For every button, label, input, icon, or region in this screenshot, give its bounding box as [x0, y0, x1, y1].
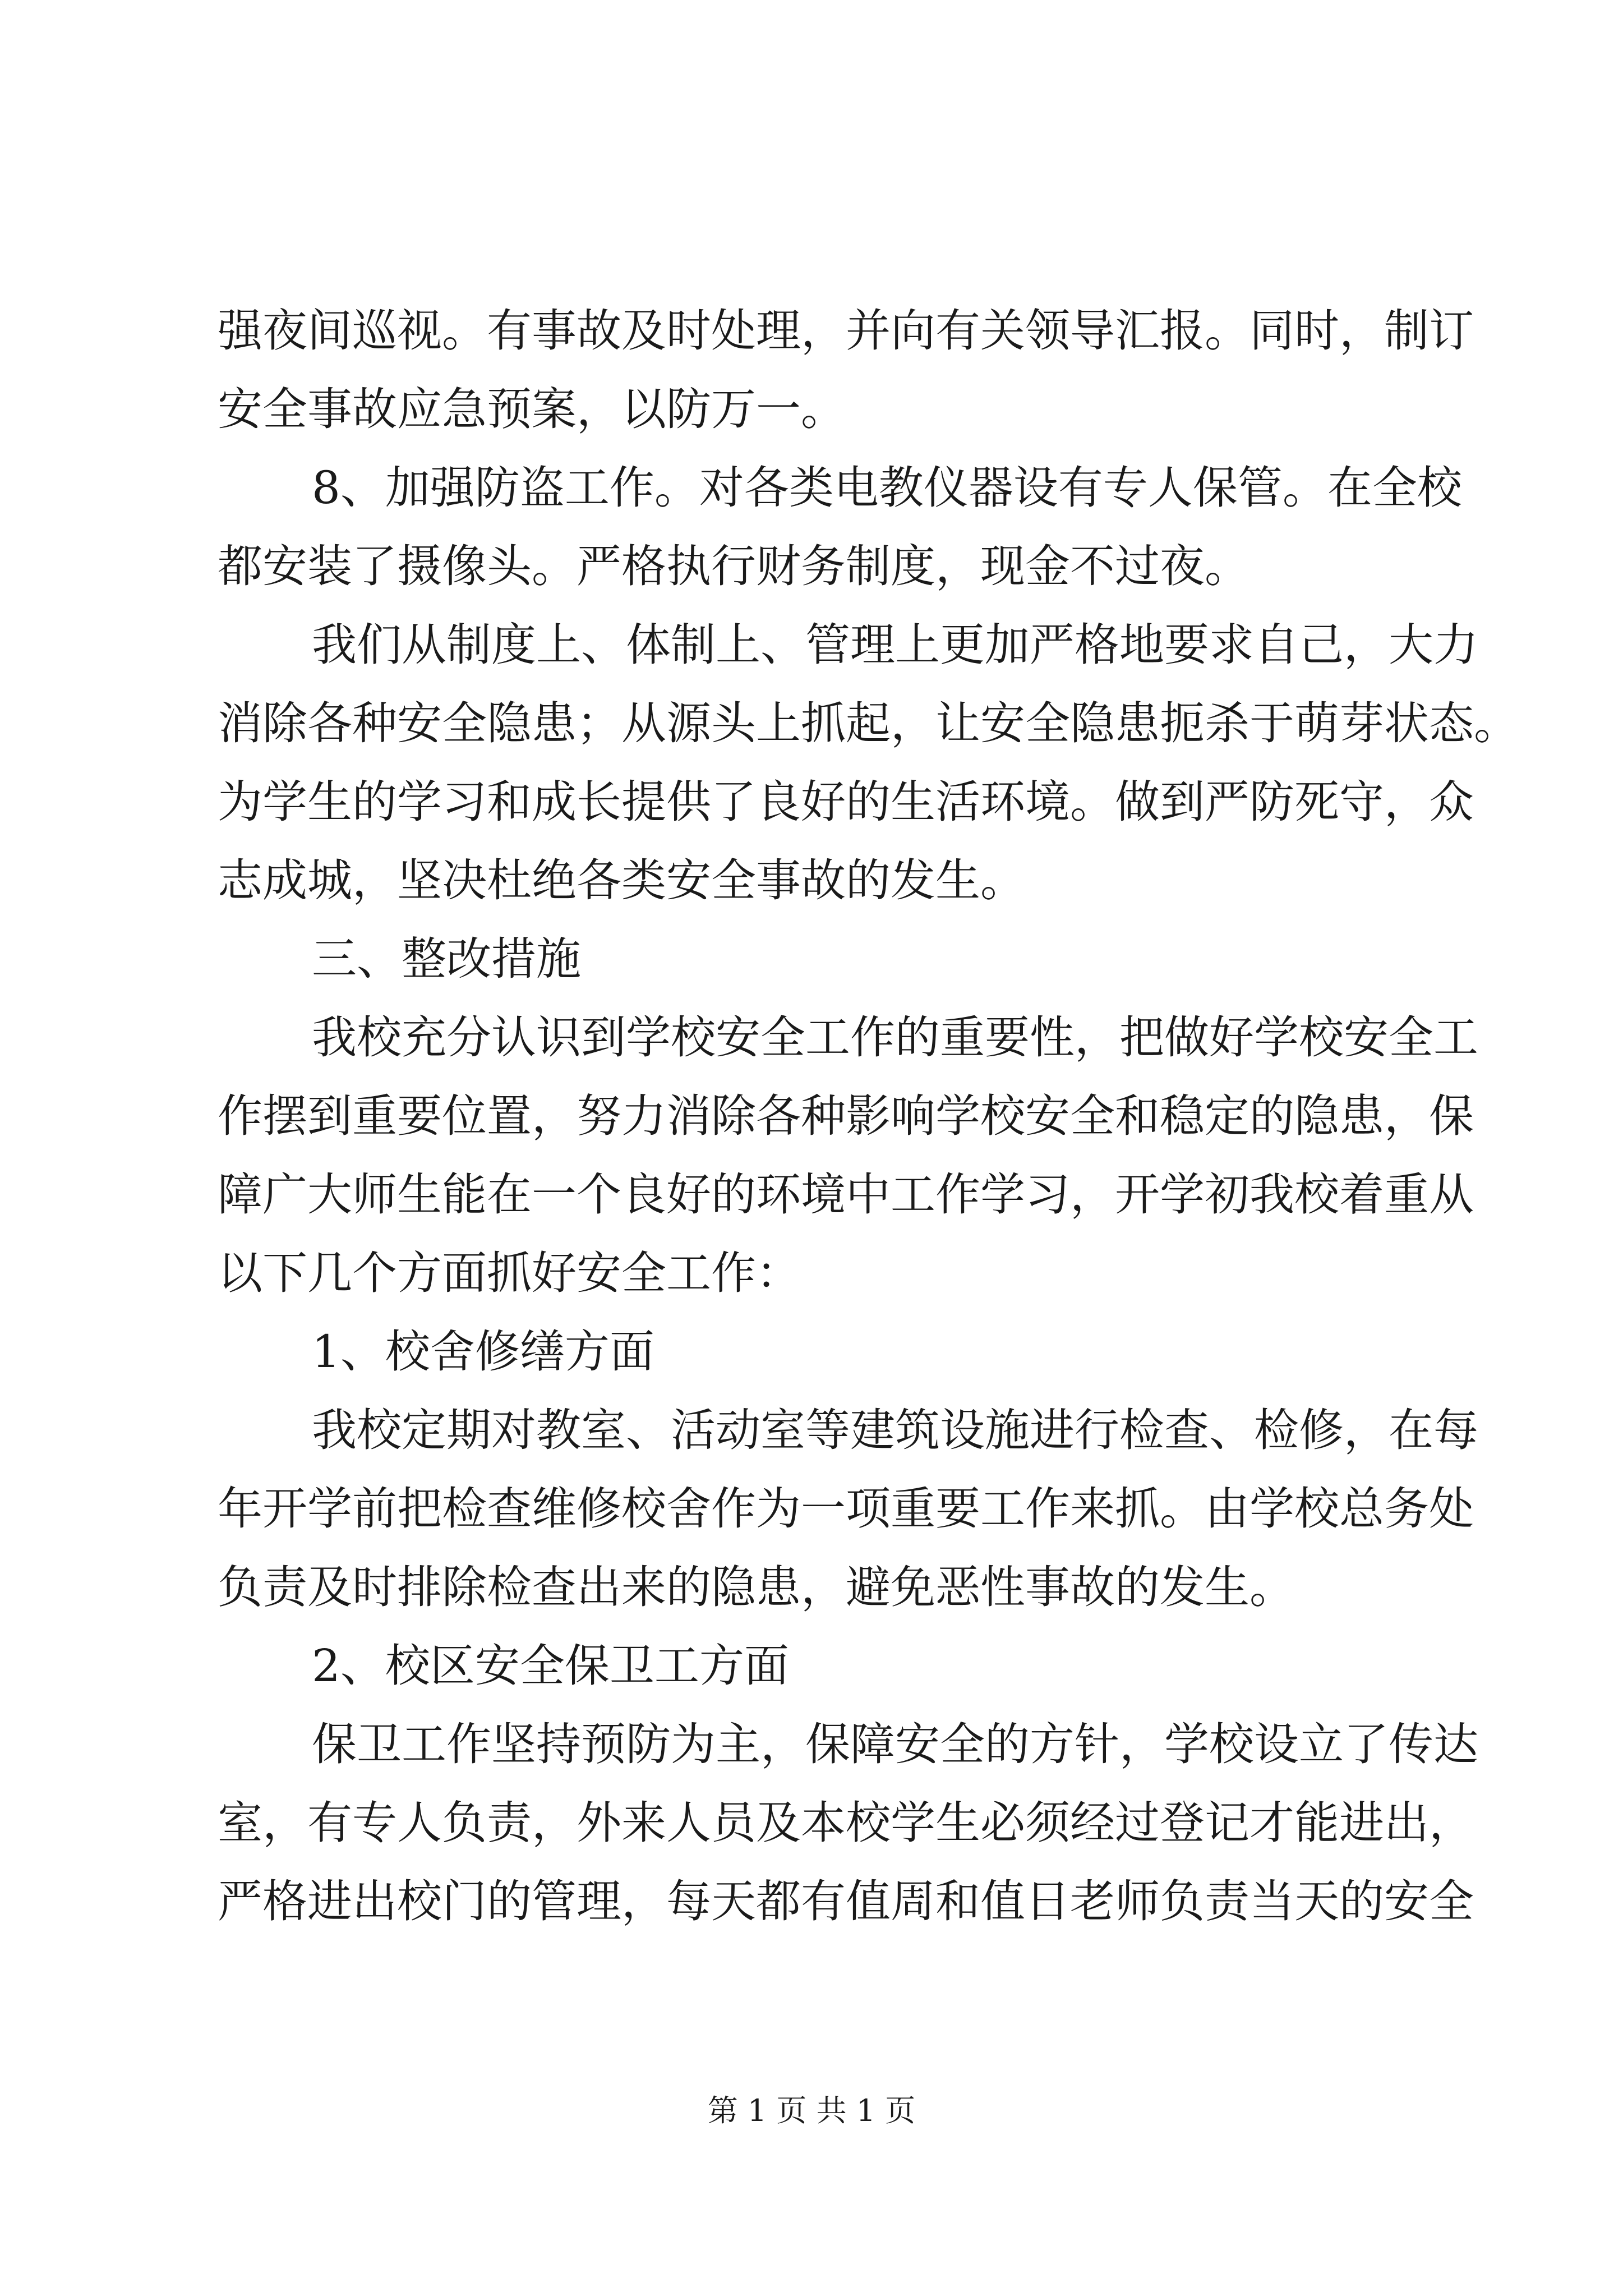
text-line: 志成城，坚决杜绝各类安全事故的发生。 — [218, 854, 1025, 907]
section-heading: 三、整改措施 — [312, 933, 581, 985]
text-line: 负责及时排除检查出来的隐患，避免恶性事故的发生。 — [218, 1561, 1294, 1613]
text-line: 年开学前把检查维修校舍作为一项重要工作来抓。由学校总务处 — [218, 1483, 1474, 1535]
text-line: 以下几个方面抓好安全工作： — [218, 1247, 801, 1299]
text-line: 安全事故应急预案，以防万一。 — [218, 383, 846, 435]
subsection-heading: 2、校区安全保卫工方面 — [312, 1640, 789, 1692]
text-line: 消除各种安全隐患；从源头上抓起，让安全隐患扼杀于萌芽状态。 — [218, 697, 1519, 749]
text-line: 8、加强防盗工作。对各类电教仪器设有专人保管。在全校 — [312, 462, 1462, 514]
text-line: 室，有专人负责，外来人员及本校学生必须经过登记才能进出， — [218, 1797, 1474, 1849]
text-line: 强夜间巡视。有事故及时处理，并向有关领导汇报。同时，制订 — [218, 305, 1474, 357]
text-line: 我校定期对教室、活动室等建筑设施进行检查、检修，在每 — [312, 1404, 1478, 1456]
page-number-footer: 第 1 页 共 1 页 — [707, 2093, 916, 2128]
text-line: 保卫工作坚持预防为主，保障安全的方针，学校设立了传达 — [312, 1718, 1478, 1770]
document-body — [218, 292, 1519, 1941]
text-line: 为学生的学习和成长提供了良好的生活环境。做到严防死守，众 — [218, 776, 1474, 828]
text-line: 我校充分认识到学校安全工作的重要性，把做好学校安全工 — [312, 1011, 1478, 1064]
text-line: 障广大师生能在一个良好的环境中工作学习，开学初我校着重从 — [218, 1168, 1474, 1221]
text-line: 都安装了摄像头。严格执行财务制度，现金不过夜。 — [218, 540, 1249, 592]
subsection-heading: 1、校舍修缮方面 — [312, 1326, 654, 1378]
text-line: 作摆到重要位置，努力消除各种影响学校安全和稳定的隐患，保 — [218, 1090, 1474, 1142]
text-line: 严格进出校门的管理，每天都有值周和值日老师负责当天的安全 — [218, 1875, 1474, 1927]
text-line: 我们从制度上、体制上、管理上更加严格地要求自己，大力 — [312, 619, 1478, 671]
